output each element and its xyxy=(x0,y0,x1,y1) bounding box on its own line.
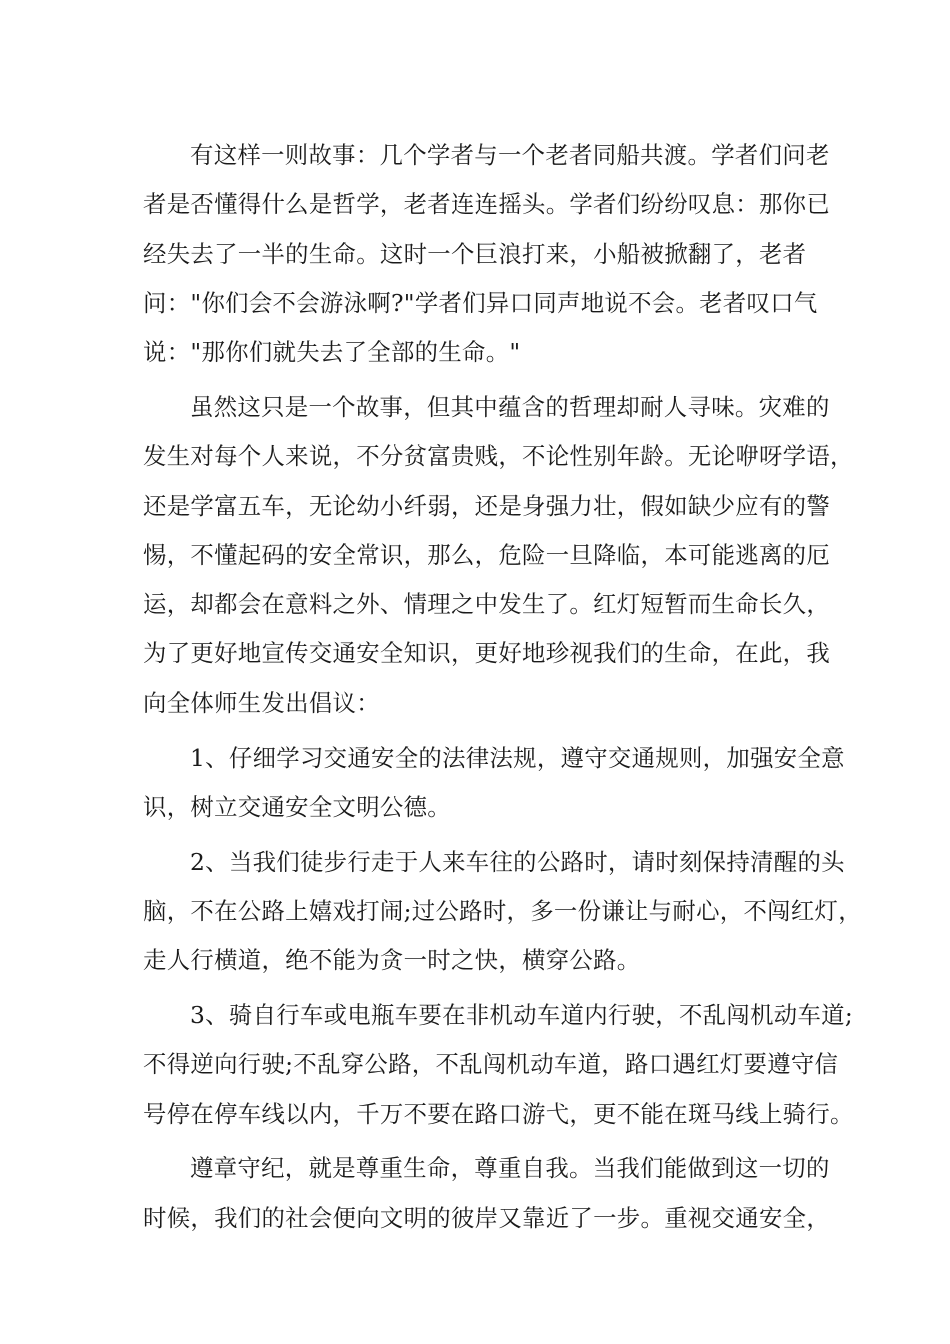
paragraph-line: 号停在停车线以内，千万不要在路口游弋，更不能在斑马线上骑行。 xyxy=(143,1099,854,1128)
paragraph-line: 者是否懂得什么是哲学，老者连连摇头。学者们纷纷叹息：那你已 xyxy=(143,190,831,219)
document-body xyxy=(143,131,862,1243)
proposal-item-1 xyxy=(143,734,845,833)
paragraph-line: 发生对每个人来说，不分贫富贵贱，不论性别年龄。无论咿呀学语， xyxy=(143,442,854,471)
paragraph-line: 1、仔细学习交通安全的法律法规，遵守交通规则，加强安全意 xyxy=(190,743,845,772)
paragraph-line: 向全体师生发出倡议： xyxy=(143,688,380,717)
paragraph-line: 3、骑自行车或电瓶车要在非机动车道内行驶，不乱闯机动车道; xyxy=(190,1001,854,1030)
paragraph-line: 问："你们会不会游泳啊?"学者们异口同声地说不会。老者叹口气 xyxy=(143,288,818,317)
paragraph-line: 脑，不在公路上嬉戏打闹;过公路时，多一份谦让与耐心，不闯红灯， xyxy=(143,896,862,925)
paragraph-line: 经失去了一半的生命。这时一个巨浪打来，小船被掀翻了，老者 xyxy=(143,239,807,268)
paragraph-reflection xyxy=(143,383,854,728)
paragraph-line: 为了更好地宣传交通安全知识，更好地珍视我们的生命，在此，我 xyxy=(143,639,831,668)
paragraph-line: 运，却都会在意料之外、情理之中发生了。红灯短暂而生命长久， xyxy=(143,590,831,619)
paragraph-line: 惕，不懂起码的安全常识，那么，危险一旦降临，本可能逃离的厄 xyxy=(143,540,831,569)
paragraph-line: 识，树立交通安全文明公德。 xyxy=(143,792,451,821)
proposal-item-3 xyxy=(143,991,854,1139)
paragraph-line: 虽然这只是一个故事，但其中蕴含的哲理却耐人寻味。灾难的 xyxy=(190,392,830,421)
paragraph-line: 说："那你们就失去了全部的生命。" xyxy=(143,338,521,367)
paragraph-line: 不得逆向行驶;不乱穿公路，不乱闯机动车道，路口遇红灯要遵守信 xyxy=(143,1050,839,1079)
paragraph-line: 遵章守纪，就是尊重生命，尊重自我。当我们能做到这一切的 xyxy=(190,1154,830,1183)
paragraph-line: 有这样一则故事：几个学者与一个老者同船共渡。学者们问老 xyxy=(190,141,830,169)
paragraph-line: 还是学富五车，无论幼小纤弱，还是身强力壮，假如缺少应有的警 xyxy=(143,491,831,520)
paragraph-line: 时候，我们的社会便向文明的彼岸又靠近了一步。重视交通安全， xyxy=(143,1203,831,1232)
paragraph-line: 2、当我们徒步行走于人来车往的公路时，请时刻保持清醒的头 xyxy=(190,847,845,876)
paragraph-conclusion xyxy=(143,1144,831,1243)
paragraph-line: 走人行横道，绝不能为贪一时之快，横穿公路。 xyxy=(143,946,641,975)
proposal-item-2 xyxy=(143,838,862,986)
paragraph-story xyxy=(143,131,831,377)
